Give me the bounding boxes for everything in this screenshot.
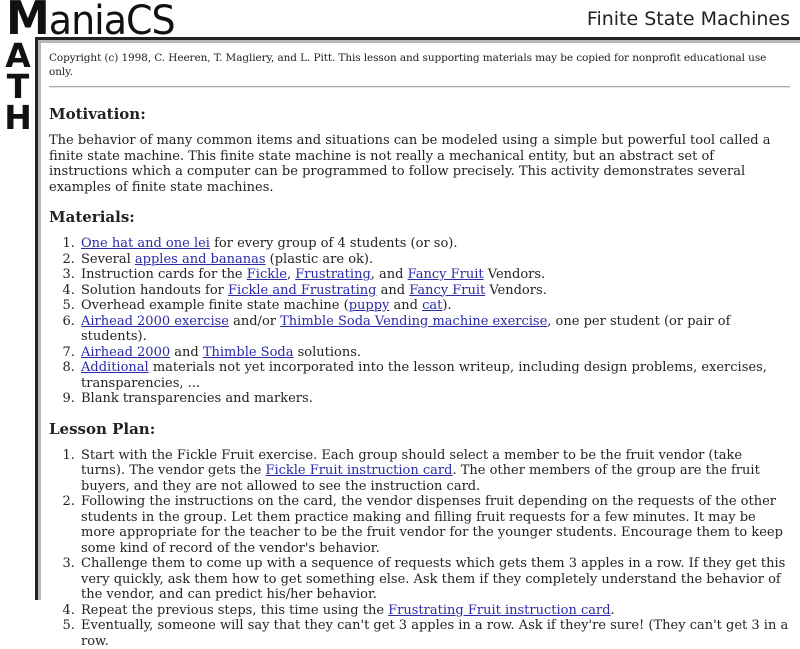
materials-item — [79, 360, 790, 391]
item-text: and — [376, 283, 409, 298]
materials-item — [79, 252, 790, 268]
link-fickle-and-frustrating-solutions[interactable]: Fickle and Frustrating — [228, 283, 376, 298]
logo-letter-a: A — [4, 40, 32, 71]
logo-letter-m: M — [6, 0, 49, 45]
item-text: Instruction cards for the — [81, 267, 247, 282]
item-text: and — [170, 345, 203, 360]
content-frame — [35, 37, 800, 600]
page-title: Finite State Machines — [587, 8, 790, 30]
materials-item — [79, 267, 790, 283]
materials-item — [79, 236, 790, 252]
item-text: ). — [442, 298, 451, 313]
divider — [49, 86, 790, 88]
item-text: , and — [371, 267, 408, 282]
link-frustrating[interactable]: Frustrating — [295, 267, 371, 282]
materials-item — [79, 345, 790, 361]
link-fancy-fruit-solutions[interactable]: Fancy Fruit — [409, 283, 485, 298]
item-text: solutions. — [293, 345, 361, 360]
content-frame-inner — [38, 40, 800, 600]
materials-item — [79, 298, 790, 314]
motivation-text: The behavior of many common items and situations can be modeled using a simple but powerful tool called a finite state machine. This finite state machine is not really a mechanical entity, but an abstract set of instructions which a computer can be programmed to follow precisely. This activity demonstrates several examples of finite state machines. — [49, 133, 790, 195]
step-text: Repeat the previous steps, this time using the — [81, 603, 388, 618]
item-text: Vendors. — [484, 267, 546, 282]
step-text: Start with the Fickle Fruit exercise. Each group should select a member to be the fruit vendor (take turns). The vendor gets the — [81, 448, 742, 479]
link-airhead-2000-exercise[interactable]: Airhead 2000 exercise — [81, 314, 229, 329]
step-text: Eventually, someone will say that they can't get 3 apples in a row. Ask if they're sure! (They can't get 3 in a row. — [81, 618, 788, 649]
step-text: . The other members of the group are the fruit buyers, and they are not allowed to see the instruction card. — [81, 463, 760, 494]
item-text: (plastic are ok). — [266, 252, 374, 267]
lesson-step — [79, 556, 790, 603]
link-apples-and-bananas[interactable]: apples and bananas — [135, 252, 266, 267]
copyright-notice: Copyright (c) 1998, C. Heeren, T. Magliery, and L. Pitt. This lesson and supporting materials may be copied for nonprofit educational use only. — [49, 47, 790, 84]
item-text: materials not yet incorporated into the lesson writeup, including design problems, exercises, transparencies, ... — [81, 360, 767, 391]
lesson-plan-list — [49, 448, 790, 649]
motivation-heading: Motivation: — [49, 106, 790, 123]
item-text: , one per student (or pair of students). — [81, 314, 730, 345]
link-additional-materials[interactable]: Additional — [81, 360, 149, 375]
item-text: and — [389, 298, 422, 313]
item-text: , — [287, 267, 295, 282]
materials-list — [49, 236, 790, 407]
link-thimble-soda-exercise[interactable]: Thimble Soda Vending machine exercise — [280, 314, 547, 329]
step-text: Challenge them to come up with a sequence of requests which gets them 3 apples in a row. If they get this very quickly, ask them how to get something else. Ask them if they completely understand the behavior of the vendor, and can predict his/her behavior. — [81, 556, 785, 602]
link-fancy-fruit[interactable]: Fancy Fruit — [408, 267, 484, 282]
link-cat[interactable]: cat — [422, 298, 442, 313]
lesson-content — [49, 47, 790, 649]
item-text: Solution handouts for — [81, 283, 228, 298]
lesson-step — [79, 494, 790, 556]
logo-math-vertical — [4, 40, 32, 133]
link-puppy[interactable]: puppy — [349, 298, 390, 313]
logo-word-rest: aniaCS — [49, 0, 175, 43]
link-hat-and-lei[interactable]: One hat and one lei — [81, 236, 210, 251]
materials-item — [79, 283, 790, 299]
link-fickle-fruit-card[interactable]: Fickle Fruit instruction card — [265, 463, 452, 478]
lesson-step — [79, 618, 790, 649]
item-text: Vendors. — [485, 283, 547, 298]
item-text: for every group of 4 students (or so). — [210, 236, 458, 251]
link-thimble-soda-solution[interactable]: Thimble Soda — [203, 345, 294, 360]
lesson-step — [79, 448, 790, 495]
materials-heading: Materials: — [49, 209, 790, 226]
item-text: Several — [81, 252, 135, 267]
logo-letter-h: H — [4, 102, 32, 133]
lesson-step — [79, 603, 790, 619]
item-text: Overhead example finite state machine ( — [81, 298, 349, 313]
link-frustrating-fruit-card[interactable]: Frustrating Fruit instruction card — [388, 603, 610, 618]
lesson-plan-heading: Lesson Plan: — [49, 421, 790, 438]
link-fickle[interactable]: Fickle — [247, 267, 287, 282]
logo-maniacs — [6, 0, 175, 42]
step-text: . — [611, 603, 615, 618]
step-text: Following the instructions on the card, the vendor dispenses fruit depending on the requests of the other students in the group. Let them practice making and filling fruit requests for a few minutes. It may be more appropriate for the teacher to be the fruit vendor for the younger students. Encourage them to keep some kind of record of the vendor's behavior. — [81, 494, 783, 556]
item-text: and/or — [229, 314, 280, 329]
materials-item — [79, 314, 790, 345]
link-airhead-2000-solution[interactable]: Airhead 2000 — [81, 345, 170, 360]
materials-item — [79, 391, 790, 407]
logo-letter-t: T — [4, 71, 32, 102]
item-text: Blank transparencies and markers. — [81, 391, 313, 406]
